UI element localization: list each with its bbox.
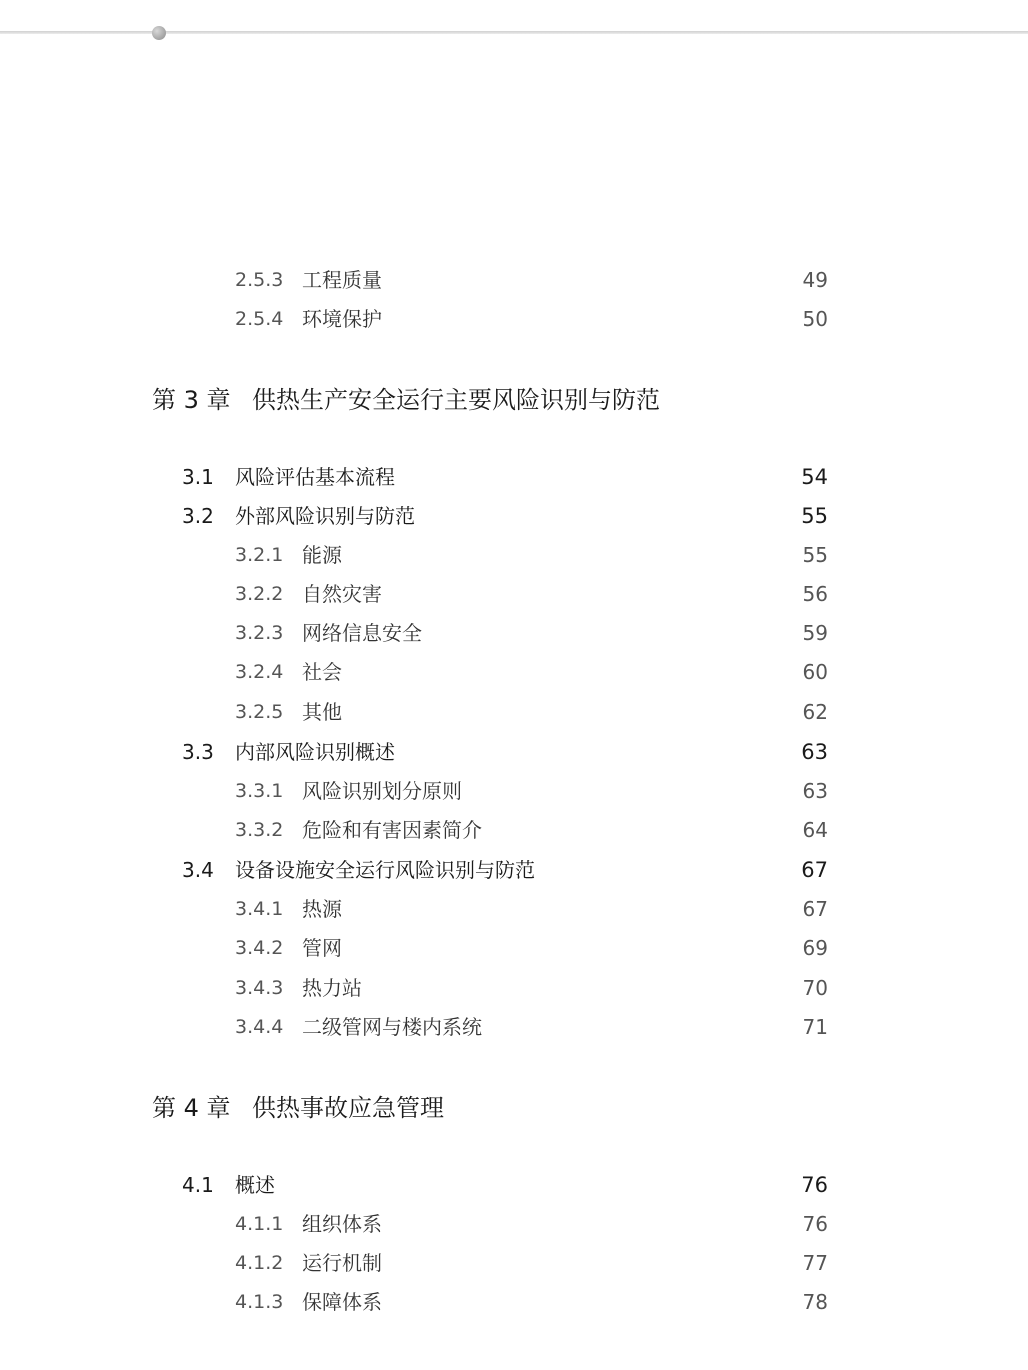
entry-number: 4.1.1 (235, 1213, 284, 1235)
toc-entry-4-1-1[interactable] (0, 1208, 1028, 1240)
section-title: 内部风险识别概述 (235, 740, 395, 764)
entry-page: 50 (802, 307, 828, 331)
entry-title: 组织体系 (302, 1212, 382, 1236)
toc-section-3-2[interactable] (0, 500, 1028, 532)
entry-title: 环境保护 (302, 307, 382, 331)
toc-entry-3-2-2[interactable] (0, 578, 1028, 610)
entry-title: 能源 (302, 543, 342, 567)
entry-number: 3.4.3 (235, 977, 284, 999)
toc-entry-3-4-1[interactable] (0, 893, 1028, 925)
section-title: 风险评估基本流程 (235, 465, 395, 489)
entry-number: 3.3.1 (235, 780, 284, 802)
entry-number: 4.1.3 (235, 1291, 284, 1313)
toc-chapter-4[interactable] (0, 1090, 1028, 1122)
toc-section-3-1[interactable] (0, 461, 1028, 493)
section-number: 3.4 (182, 858, 214, 882)
entry-page: 76 (802, 1212, 828, 1236)
entry-page: 60 (802, 660, 828, 684)
toc-section-3-3[interactable] (0, 736, 1028, 768)
toc-entry-3-4-4[interactable] (0, 1011, 1028, 1043)
entry-title: 热源 (302, 897, 342, 921)
chapter-number: 第 3 章 (152, 386, 231, 414)
entry-number: 3.3.2 (235, 819, 284, 841)
section-number: 3.1 (182, 465, 214, 489)
entry-page: 49 (802, 268, 828, 292)
toc-entry-3-2-5[interactable] (0, 696, 1028, 728)
entry-number: 3.2.4 (235, 661, 284, 683)
entry-number: 3.4.2 (235, 937, 284, 959)
toc-entry-3-3-1[interactable] (0, 775, 1028, 807)
section-page: 63 (801, 740, 828, 764)
entry-title: 社会 (302, 660, 342, 684)
section-page: 54 (801, 465, 828, 489)
toc-entry-3-2-1[interactable] (0, 539, 1028, 571)
section-page: 67 (801, 858, 828, 882)
toc-entry-3-2-4[interactable] (0, 656, 1028, 688)
entry-page: 62 (802, 700, 828, 724)
entry-number: 3.4.4 (235, 1016, 284, 1038)
entry-page: 71 (802, 1015, 828, 1039)
toc-entry-4-1-2[interactable] (0, 1247, 1028, 1279)
section-title: 概述 (235, 1173, 275, 1197)
entry-title: 其他 (302, 700, 342, 724)
entry-title: 运行机制 (302, 1251, 382, 1275)
entry-number: 3.2.3 (235, 622, 284, 644)
entry-title: 危险和有害因素简介 (302, 818, 482, 842)
entry-page: 69 (802, 936, 828, 960)
entry-number: 3.2.5 (235, 701, 284, 723)
toc-entry-2-5-4[interactable] (0, 303, 1028, 335)
toc-chapter-3[interactable] (0, 382, 1028, 414)
section-title: 设备设施安全运行风险识别与防范 (235, 858, 535, 882)
entry-page: 78 (802, 1290, 828, 1314)
entry-number: 3.4.1 (235, 898, 284, 920)
entry-page: 56 (802, 582, 828, 606)
entry-title: 风险识别划分原则 (302, 779, 462, 803)
section-number: 3.3 (182, 740, 214, 764)
toc-entry-2-5-3[interactable] (0, 264, 1028, 296)
section-title: 外部风险识别与防范 (235, 504, 415, 528)
entry-page: 67 (802, 897, 828, 921)
section-page: 76 (801, 1173, 828, 1197)
toc-entry-3-4-2[interactable] (0, 932, 1028, 964)
entry-title: 热力站 (302, 976, 362, 1000)
entry-page: 77 (802, 1251, 828, 1275)
entry-number: 3.2.2 (235, 583, 284, 605)
section-number: 4.1 (182, 1173, 214, 1197)
chapter-number: 第 4 章 (152, 1094, 231, 1122)
entry-number: 3.2.1 (235, 544, 284, 566)
entry-number: 4.1.2 (235, 1252, 284, 1274)
section-page: 55 (801, 504, 828, 528)
toc-entry-3-3-2[interactable] (0, 814, 1028, 846)
toc-entry-3-4-3[interactable] (0, 972, 1028, 1004)
toc-entry-3-2-3[interactable] (0, 617, 1028, 649)
entry-page: 63 (802, 779, 828, 803)
chapter-title: 供热生产安全运行主要风险识别与防范 (252, 386, 660, 414)
toc-section-4-1[interactable] (0, 1169, 1028, 1201)
entry-title: 二级管网与楼内系统 (302, 1015, 482, 1039)
entry-number: 2.5.4 (235, 308, 284, 330)
entry-page: 64 (802, 818, 828, 842)
entry-page: 55 (802, 543, 828, 567)
entry-page: 70 (802, 976, 828, 1000)
entry-title: 管网 (302, 936, 342, 960)
entry-title: 自然灾害 (302, 582, 382, 606)
entry-page: 59 (802, 621, 828, 645)
section-number: 3.2 (182, 504, 214, 528)
entry-number: 2.5.3 (235, 269, 284, 291)
entry-title: 保障体系 (302, 1290, 382, 1314)
entry-title: 网络信息安全 (302, 621, 422, 645)
toc-section-3-4[interactable] (0, 854, 1028, 886)
entry-title: 工程质量 (302, 268, 382, 292)
chapter-title: 供热事故应急管理 (252, 1094, 444, 1122)
toc-entry-4-1-3[interactable] (0, 1286, 1028, 1318)
